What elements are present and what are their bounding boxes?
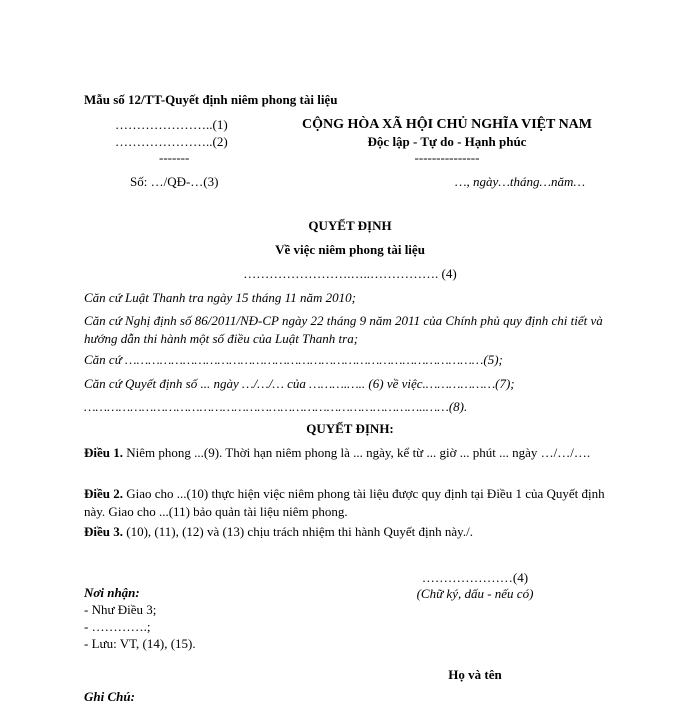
basis-other: Căn cứ …………………………………………………………………………………(5); (84, 352, 503, 367)
decision-title: QUYẾT ĐỊNH (308, 218, 392, 233)
country-name: CỘNG HÒA XÃ HỘI CHỦ NGHĨA VIỆT NAM (301, 117, 592, 132)
article-2-label: Điều 2. (84, 486, 123, 501)
basis-decision: Căn cứ Quyết định số ... ngày …/…/… của ……….….. (6) về việc.………………(7); (84, 376, 515, 391)
recipients-heading: Nơi nhận: (84, 585, 140, 600)
article-3-text: (10), (11), (12) và (13) chịu trách nhiệm thi hành Quyết định này./. (123, 524, 473, 539)
article-1-text: Niêm phong ...(9). Thời hạn niêm phong là ... ngày, kể từ ... giờ ... phút ... ngày …/…/…. (123, 445, 591, 460)
document-number: Số: …/QĐ-…(3) (130, 174, 219, 189)
article-2 (84, 485, 616, 521)
recipient-item: - Lưu: VT, (14), (15). (84, 636, 196, 651)
signer-title: …………………(4) (421, 570, 529, 585)
footnote-heading: Ghi Chú: (84, 689, 135, 704)
national-motto: Độc lập - Tự do - Hạnh phúc (367, 134, 527, 149)
basis-law: Căn cứ Luật Thanh tra ngày 15 tháng 11 năm 2010; (84, 290, 356, 305)
decision-subject: Về việc niêm phong tài liệu (275, 242, 425, 257)
agency-line-1: …………………..(1) (115, 117, 228, 132)
right-divider: --------------- (414, 150, 480, 165)
basis-proposal: ……………………………………………………………………………..……(8). (84, 399, 468, 414)
article-1-label: Điều 1. (84, 445, 123, 460)
article-1 (84, 444, 616, 462)
date-line: …, ngày…tháng…năm… (455, 174, 586, 189)
authority-line: …………………….…..……………. (4) (243, 266, 457, 281)
decision-heading: QUYẾT ĐỊNH: (306, 421, 394, 436)
left-divider: ------- (159, 150, 190, 165)
recipient-item: - ………….; (84, 619, 151, 634)
agency-line-2: …………………..(2) (115, 134, 228, 149)
basis-decree: Căn cứ Nghị định số 86/2011/NĐ-CP ngày 22 tháng 9 năm 2011 của Chính phủ quy định chi tiết và hướng dẫn thi hành một số điều của Luật Thanh tra; (84, 313, 603, 346)
signer-name: Họ và tên (448, 667, 502, 682)
article-2-text: Giao cho ...(10) thực hiện việc niêm phong tài liệu được quy định tại Điều 1 của Quyết định này. Giao cho ...(11) bảo quản tài liệu niêm phong. (84, 486, 605, 519)
signature-note: (Chữ ký, dấu - nếu có) (416, 586, 534, 601)
article-3 (84, 523, 616, 541)
form-title: Mẫu số 12/TT-Quyết định niêm phong tài liệu (84, 92, 338, 107)
recipient-item: - Như Điều 3; (84, 602, 157, 617)
article-3-label: Điều 3. (84, 524, 123, 539)
